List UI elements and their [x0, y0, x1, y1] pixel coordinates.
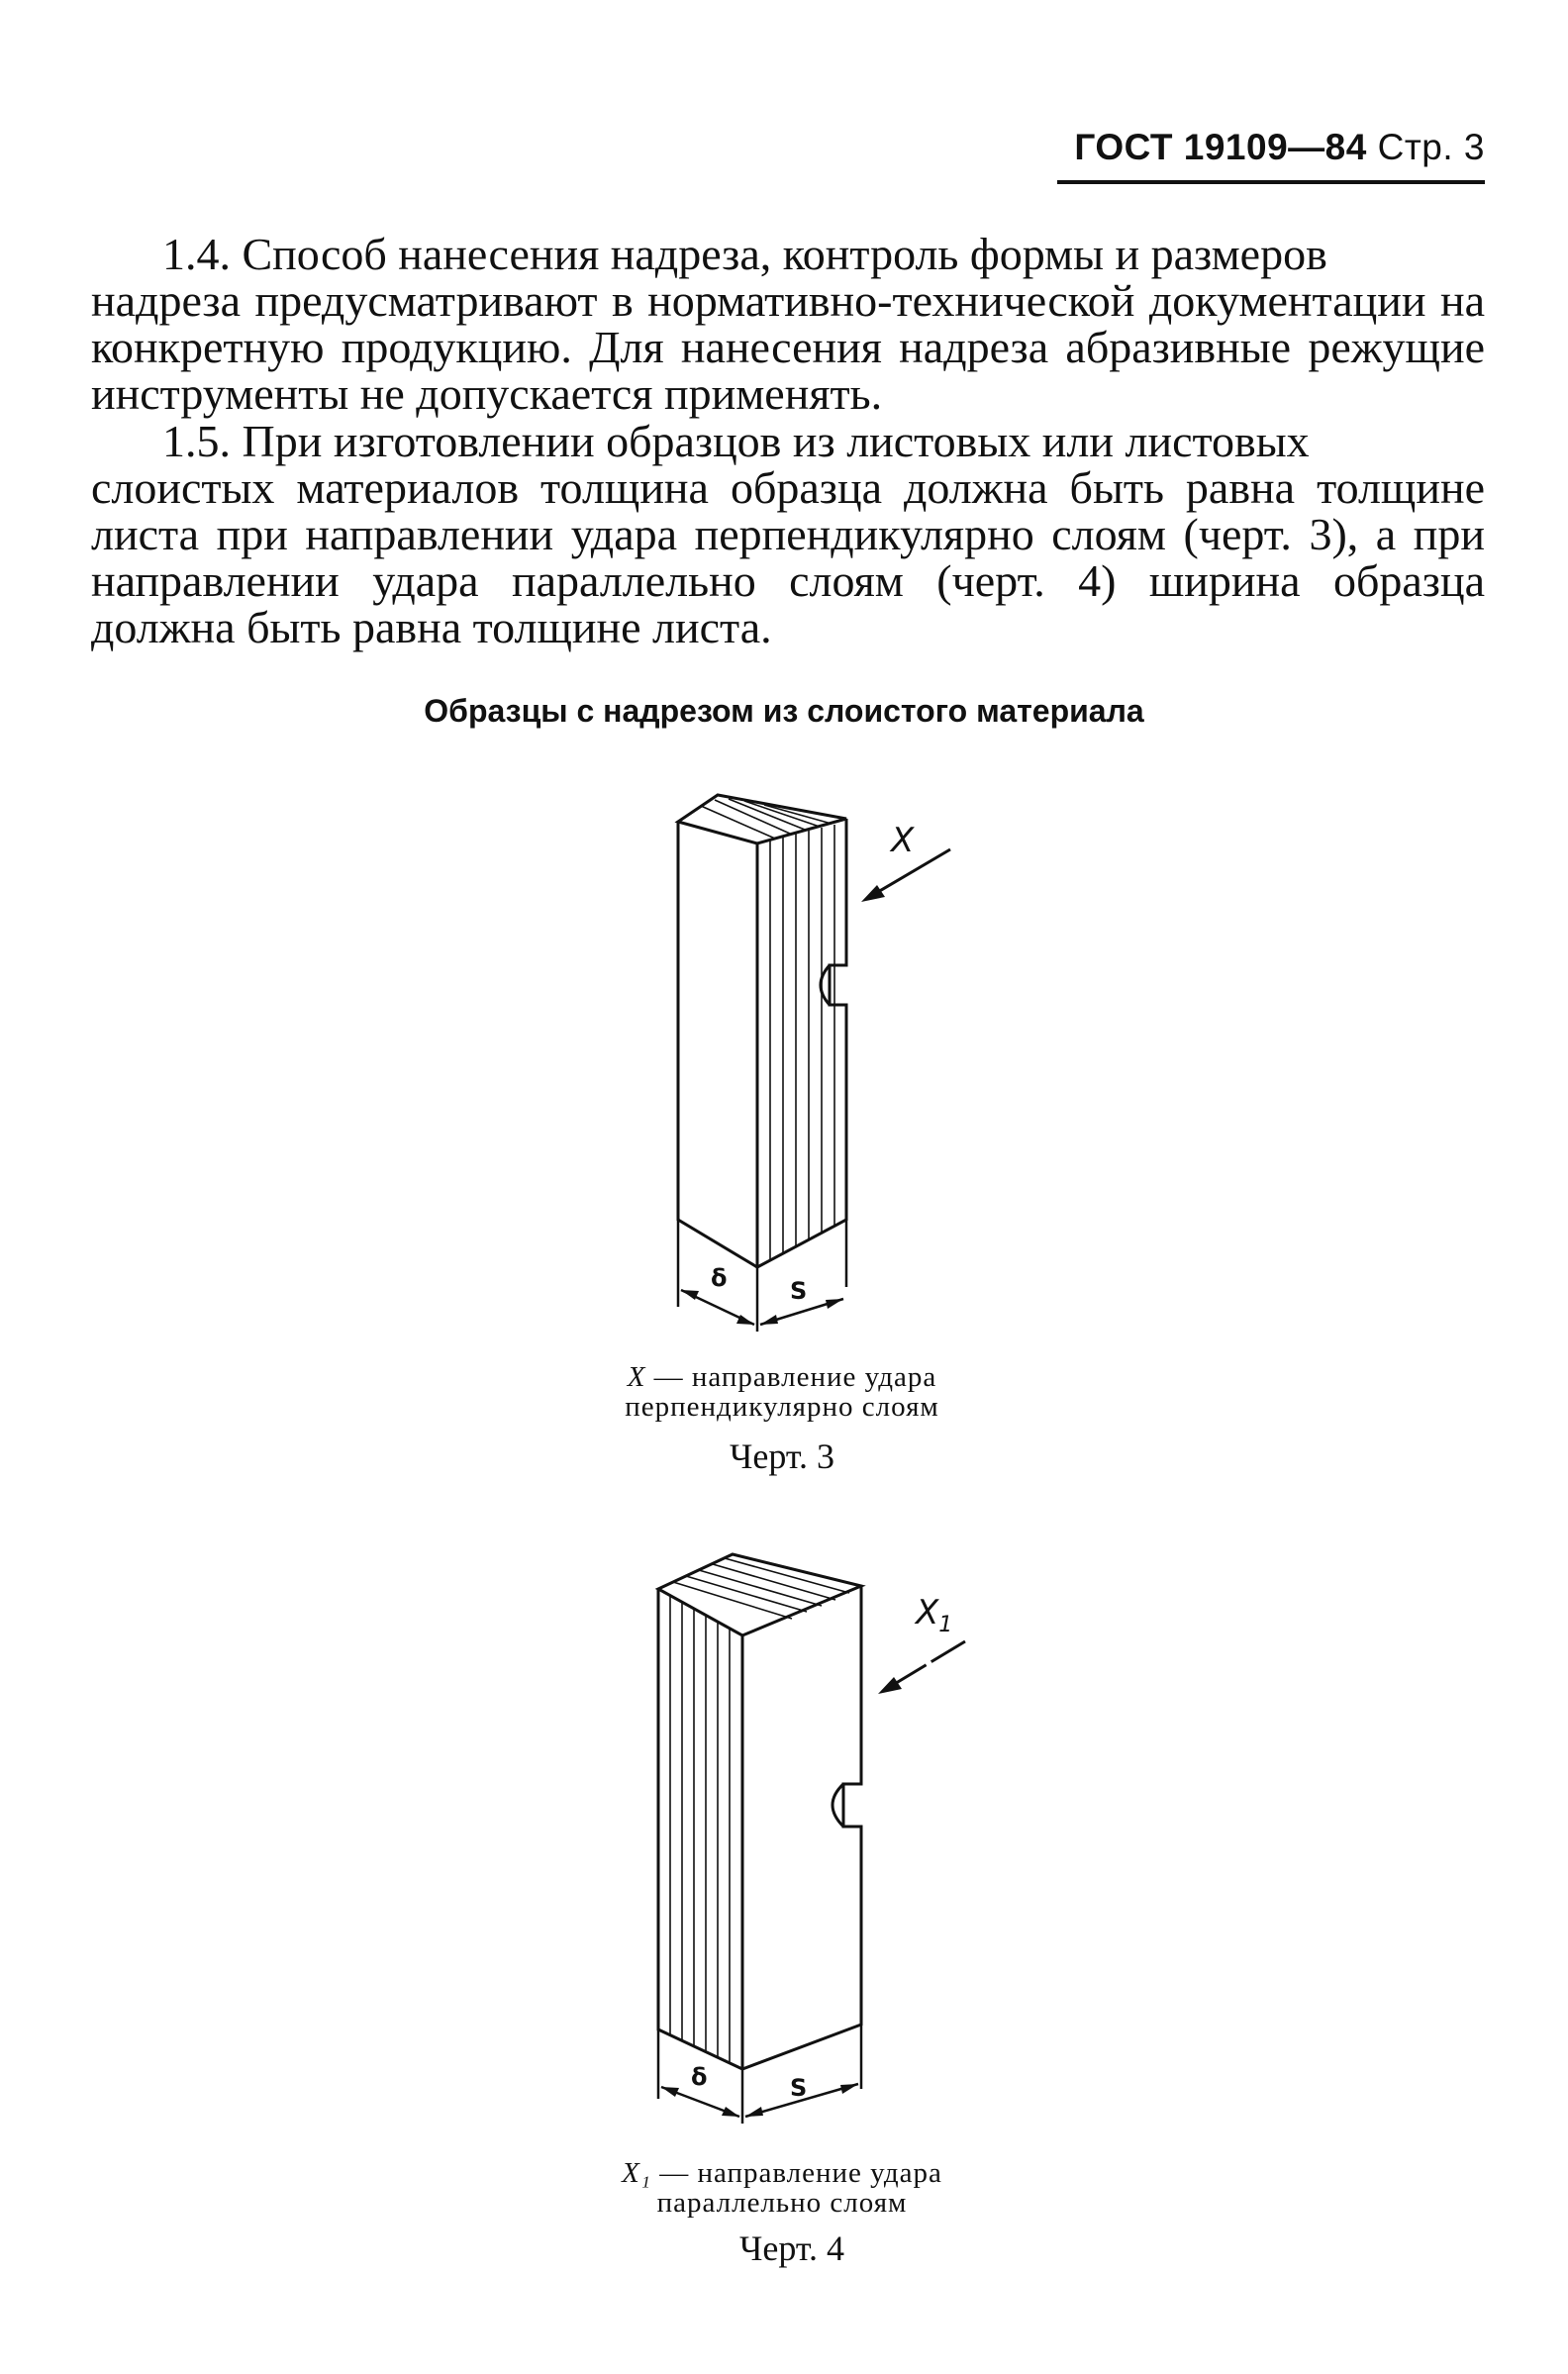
impact-direction-label — [914, 1593, 952, 1637]
figure-4-label: Черт. 4 — [739, 2228, 844, 2268]
paragraph-1-4-body: надреза предусматривают в нормативно-технической документации на конкретную продукцию. Для нанесения надреза абразивные режущие инструменты не допускается применять. — [91, 275, 1485, 419]
impact-direction-label: X — [891, 821, 915, 860]
paragraph-1-5-body: слоистых материалов толщина образца должна быть равна толщине листа при направлении удара перпендикулярно слоям (черт. 3), а при направлении удара параллельно слоям (черт. 4) ширина образца должна быть равна толщине листа. — [91, 462, 1485, 652]
impact-label-letter: X — [916, 1593, 939, 1632]
caption-line-1: — направление удара — [653, 1361, 937, 1393]
notch — [833, 1784, 843, 1827]
page-number: Стр. 3 — [1377, 127, 1485, 167]
paragraph-1-5 — [91, 418, 1485, 650]
dim-s-label: S — [790, 1277, 808, 1305]
impact-label-subscript: 1 — [938, 1613, 953, 1637]
caption-symbol: X₁ — [622, 2157, 651, 2189]
figure-3-label: Черт. 3 — [730, 1436, 834, 1476]
impact-arrow — [878, 1641, 965, 1694]
caption-symbol: X — [627, 1361, 646, 1393]
figure-4-caption — [554, 2158, 1010, 2218]
figure-4-specimen-drawing — [624, 1525, 1000, 2128]
caption-line-2: параллельно слоям — [656, 2187, 908, 2219]
specimen-outline — [658, 1554, 861, 2069]
dim-s-label: S — [790, 2074, 808, 2102]
layer-lines-side — [770, 825, 834, 1260]
figure-3-caption — [554, 1362, 1010, 1422]
section-title: Образцы с надрезом из слоистого материала — [424, 693, 1144, 729]
document-id: ГОСТ 19109—84 — [1074, 127, 1367, 167]
layer-lines-top — [673, 1558, 849, 1619]
layer-lines-front — [670, 1595, 730, 2063]
dim-delta-label: δ — [711, 1264, 728, 1292]
header-rule — [1057, 180, 1485, 184]
paragraph-1-4-first-line: 1.4. Способ нанесения надреза, контроль формы и размеров — [162, 229, 1327, 279]
figure-3-specimen-drawing — [634, 782, 990, 1336]
caption-line-1: — направление удара — [659, 2157, 942, 2189]
page-header — [990, 127, 1485, 168]
paragraph-1-5-first-line: 1.5. При изготовлении образцов из листовых или листовых — [162, 416, 1310, 466]
caption-line-2: перпендикулярно слоям — [625, 1391, 939, 1423]
paragraph-1-4 — [91, 231, 1485, 417]
dim-delta-label: δ — [691, 2063, 708, 2091]
